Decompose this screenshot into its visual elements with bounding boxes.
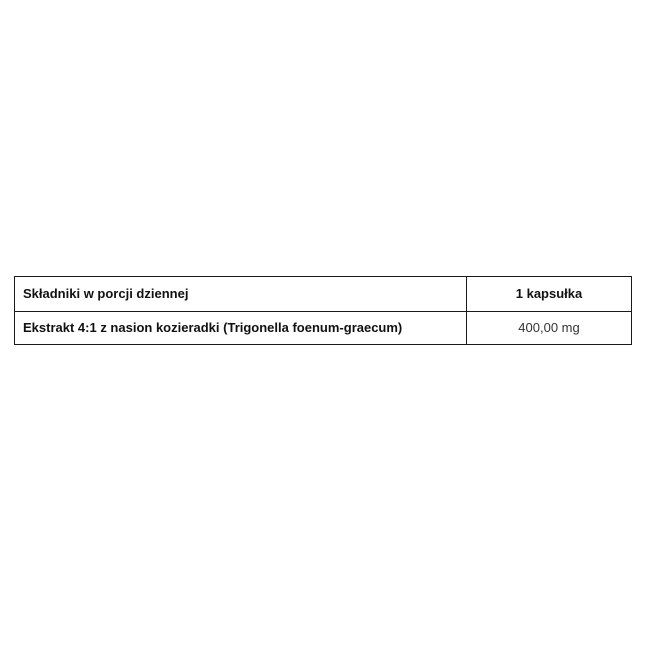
header-ingredients-cell: Składniki w porcji dziennej xyxy=(15,277,467,312)
table-row xyxy=(15,312,632,345)
header-serving-cell: 1 kapsułka xyxy=(467,277,632,312)
ingredient-amount-cell: 400,00 mg xyxy=(467,312,632,345)
table-header-row xyxy=(15,277,632,312)
ingredients-table-container xyxy=(14,276,631,345)
ingredient-name-cell: Ekstrakt 4:1 z nasion kozieradki (Trigonella foenum-graecum) xyxy=(15,312,467,345)
ingredients-table xyxy=(14,276,632,345)
